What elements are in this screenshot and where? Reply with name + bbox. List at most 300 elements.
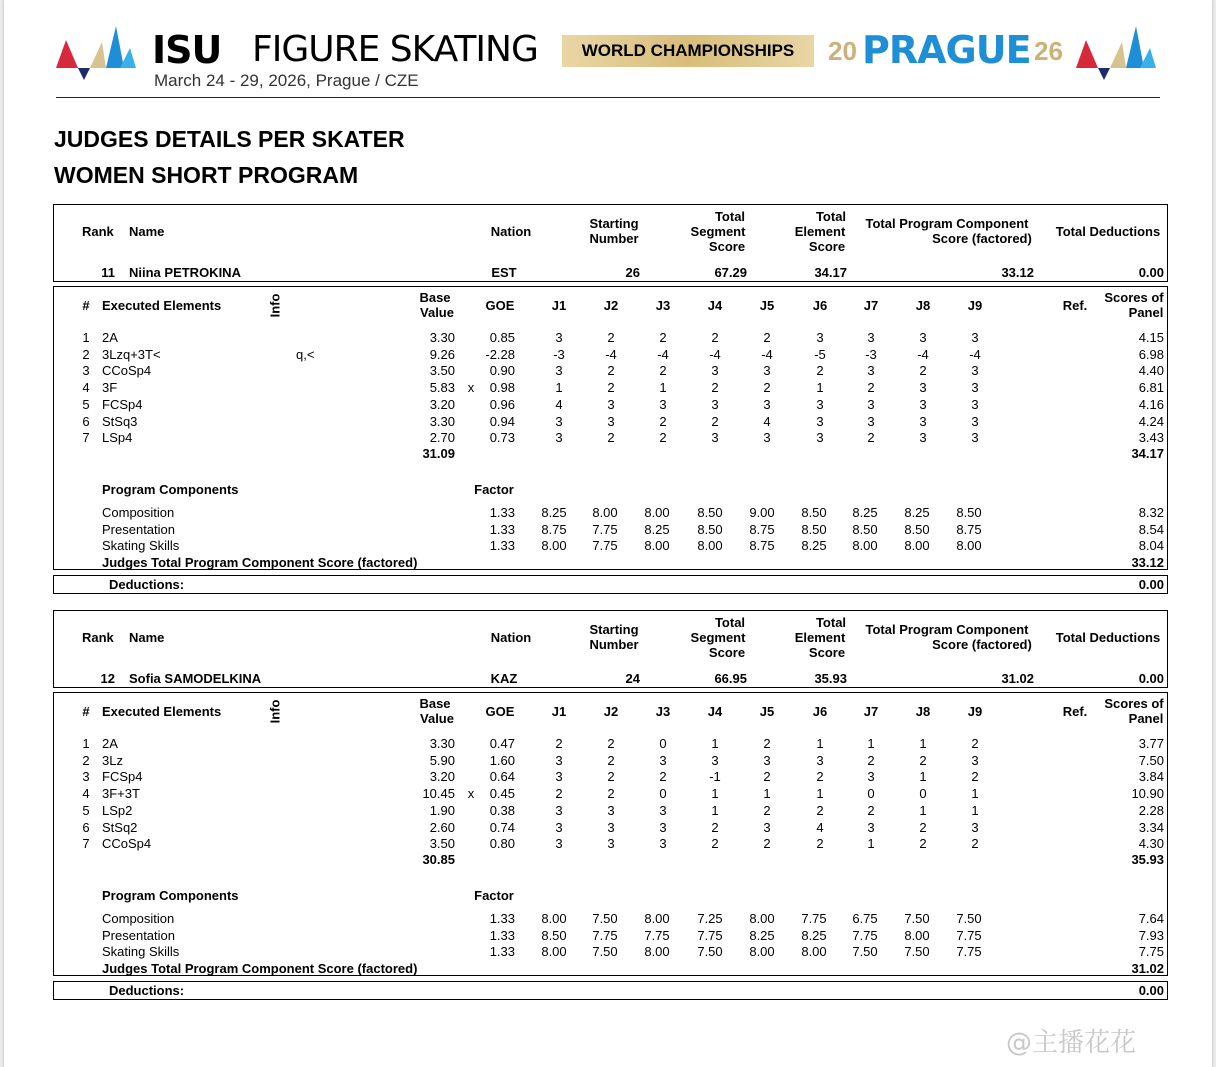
- info-header: Info: [267, 293, 283, 318]
- element-judge-score: 1: [659, 380, 667, 396]
- element-judge-score: 3: [555, 836, 563, 852]
- starting-number-header: Starting: [589, 216, 639, 231]
- element-goe: 0.47: [489, 736, 515, 751]
- element-judge-score: 3: [867, 363, 875, 379]
- tss-header: Score: [708, 239, 746, 254]
- element-panel-score: 10.90: [1131, 786, 1164, 802]
- element-judge-score: 3: [971, 396, 979, 412]
- element-goe: 0.85: [489, 330, 515, 345]
- element-panel-score: 3.84: [1138, 769, 1164, 785]
- num-header: #: [82, 704, 90, 719]
- element-base-value: 3.50: [429, 836, 455, 852]
- total-segment-score: 67.29: [714, 265, 747, 280]
- scores-of-panel-header: Scores of: [1104, 696, 1164, 711]
- element-base-value: 3.30: [429, 736, 455, 751]
- component-judge-score: 7.50: [592, 944, 618, 960]
- component-judge-score: 8.25: [801, 927, 827, 943]
- element-judge-score: 2: [711, 330, 719, 345]
- component-judge-score: 7.50: [697, 944, 723, 960]
- element-judge-score: 2: [919, 836, 927, 852]
- element-judge-score: 1: [555, 380, 563, 396]
- element-judge-score: 3: [919, 396, 927, 412]
- element-judge-score: 1: [867, 836, 875, 852]
- element-judge-score: 2: [711, 819, 719, 835]
- component-judge-score: 8.50: [852, 521, 878, 537]
- element-goe: 0.45: [489, 786, 515, 802]
- skater-rank: 12: [100, 671, 115, 686]
- element-judge-score: 3: [867, 769, 875, 785]
- element-code: 2A: [102, 330, 118, 345]
- element-judge-score: -5: [814, 346, 826, 362]
- element-base-value: 5.90: [429, 752, 455, 768]
- executed-elements-header: Executed Elements: [102, 704, 222, 719]
- element-base-value: 10.45: [422, 786, 455, 802]
- component-judge-score: 8.25: [801, 538, 827, 554]
- component-factor: 1.33: [489, 927, 515, 943]
- element-number: 2: [82, 346, 90, 362]
- ref-header: Ref.: [1062, 704, 1088, 719]
- element-judge-score: -1: [709, 769, 721, 785]
- element-judge-score: 2: [607, 430, 615, 446]
- element-base-value: 1.90: [429, 802, 455, 818]
- element-judge-score: 2: [763, 380, 771, 396]
- element-judge-score: 3: [555, 752, 563, 768]
- element-judge-score: 3: [971, 752, 979, 768]
- component-judge-score: 7.75: [592, 521, 618, 537]
- element-judge-score: 3: [607, 413, 615, 429]
- element-judge-score: 2: [919, 819, 927, 835]
- element-goe: 0.74: [489, 819, 515, 835]
- component-label: Composition: [102, 505, 175, 520]
- element-code: 3Lzq+3T<: [102, 346, 161, 362]
- element-judge-score: 3: [867, 819, 875, 835]
- component-judge-score: 8.50: [904, 521, 930, 537]
- program-components-heading: Program Components: [102, 482, 239, 497]
- element-goe: 1.60: [489, 752, 515, 768]
- info-header: Info: [267, 699, 283, 724]
- component-factor: 1.33: [489, 944, 515, 960]
- element-judge-score: 2: [555, 736, 563, 751]
- deductions-box: [53, 981, 1168, 1000]
- element-judge-score: 3: [555, 769, 563, 785]
- component-judge-score: 8.00: [904, 538, 930, 554]
- component-judge-score: 7.75: [697, 927, 723, 943]
- event-badge: WORLD CHAMPIONSHIPS: [562, 35, 814, 67]
- judge-header-6: J6: [812, 704, 828, 719]
- component-judge-score: 8.00: [644, 911, 670, 926]
- element-judge-score: 2: [867, 380, 875, 396]
- element-code: FCSp4: [102, 396, 143, 412]
- goe-header: GOE: [485, 298, 515, 313]
- element-judge-score: 0: [919, 786, 927, 802]
- scores-of-panel-header: Scores of: [1104, 290, 1164, 305]
- element-judge-score: -4: [969, 346, 981, 362]
- element-code: StSq2: [102, 819, 138, 835]
- element-judge-score: 2: [919, 363, 927, 379]
- judge-header-9: J9: [967, 704, 983, 719]
- element-judge-score: 3: [971, 380, 979, 396]
- tss-header: Segment: [690, 224, 746, 239]
- deductions-value: 0.00: [1138, 983, 1164, 998]
- total-segment-score: 66.95: [714, 671, 747, 686]
- element-judge-score: 3: [763, 396, 771, 412]
- name-header: Name: [129, 224, 165, 239]
- deductions-value: 0.00: [1138, 577, 1164, 592]
- segment-title: WOMEN SHORT PROGRAM: [54, 162, 359, 188]
- component-judge-score: 7.50: [956, 911, 982, 926]
- component-judge-score: 8.50: [956, 505, 982, 520]
- component-judge-score: 7.50: [904, 944, 930, 960]
- skater-starting-number: 26: [625, 265, 640, 280]
- element-judge-score: 3: [867, 413, 875, 429]
- element-judge-score: 2: [711, 380, 719, 396]
- total-element-score: 34.17: [814, 265, 847, 280]
- element-number: 7: [82, 430, 90, 446]
- element-panel-score: 6.81: [1138, 380, 1164, 396]
- component-judge-score: 8.25: [541, 505, 567, 520]
- element-number: 6: [82, 413, 90, 429]
- element-judge-score: 3: [659, 752, 667, 768]
- component-judge-score: 8.25: [852, 505, 878, 520]
- judge-header-8: J8: [915, 298, 931, 313]
- element-judge-score: 1: [763, 786, 771, 802]
- skater-name: Niina PETROKINA: [129, 265, 241, 280]
- element-code: LSp4: [102, 430, 133, 446]
- element-judge-score: 2: [659, 363, 667, 379]
- tss-header: Score: [708, 645, 746, 660]
- element-judge-score: -4: [605, 346, 617, 362]
- element-judge-score: 1: [919, 769, 927, 785]
- element-judge-score: 0: [659, 736, 667, 751]
- element-goe: 0.80: [489, 836, 515, 852]
- total-element-score: 35.93: [814, 671, 847, 686]
- element-judge-score: 2: [763, 802, 771, 818]
- judge-header-5: J5: [759, 704, 775, 719]
- element-base-value: 9.26: [429, 346, 455, 362]
- element-judge-score: 2: [763, 836, 771, 852]
- total-program-component-score: 31.02: [1001, 671, 1034, 686]
- component-judge-score: 8.25: [904, 505, 930, 520]
- rank-header: Rank: [82, 630, 114, 645]
- nation-header: Nation: [490, 630, 532, 645]
- element-judge-score: 3: [971, 363, 979, 379]
- component-judge-score: 8.00: [644, 944, 670, 960]
- component-judge-score: 7.75: [956, 927, 982, 943]
- element-judge-score: 1: [867, 736, 875, 751]
- component-factor: 1.33: [489, 911, 515, 926]
- judge-header-8: J8: [915, 704, 931, 719]
- num-header: #: [82, 298, 90, 313]
- element-judge-score: 3: [971, 330, 979, 345]
- score-sheet-page: [4, 0, 1212, 1067]
- deductions-label: Deductions:: [109, 983, 185, 998]
- element-judge-score: 2: [711, 836, 719, 852]
- judge-header-3: J3: [655, 704, 671, 719]
- component-judge-score: 7.75: [852, 927, 878, 943]
- element-judge-score: 3: [816, 330, 824, 345]
- component-judge-score: 8.75: [541, 521, 567, 537]
- element-judge-score: 3: [607, 819, 615, 835]
- element-number: 1: [82, 736, 90, 751]
- starting-number-header: Number: [589, 637, 639, 652]
- component-judge-score: 7.25: [697, 911, 723, 926]
- factor-heading: Factor: [474, 888, 514, 903]
- component-judge-score: 7.50: [592, 911, 618, 926]
- element-judge-score: 3: [607, 396, 615, 412]
- judge-header-6: J6: [812, 298, 828, 313]
- component-judge-score: 8.00: [541, 944, 567, 960]
- judge-header-1: J1: [551, 704, 567, 719]
- element-number: 3: [82, 363, 90, 379]
- element-judge-score: 3: [919, 330, 927, 345]
- element-judge-score: -4: [657, 346, 669, 362]
- element-bonus-marker: x: [467, 380, 475, 396]
- element-base-value: 3.20: [429, 769, 455, 785]
- element-judge-score: 3: [867, 330, 875, 345]
- element-judge-score: 2: [659, 769, 667, 785]
- element-judge-score: 2: [919, 752, 927, 768]
- component-label: Skating Skills: [102, 538, 180, 554]
- ref-header: Ref.: [1062, 298, 1088, 313]
- element-code: FCSp4: [102, 769, 143, 785]
- element-judge-score: 3: [816, 396, 824, 412]
- element-judge-score: 3: [867, 396, 875, 412]
- element-judge-score: 2: [659, 330, 667, 345]
- component-judge-score: 8.75: [749, 521, 775, 537]
- element-judge-score: 3: [555, 430, 563, 446]
- element-judge-score: 3: [607, 802, 615, 818]
- element-judge-score: 3: [816, 413, 824, 429]
- skater-nation: EST: [491, 265, 517, 280]
- deductions-label: Deductions:: [109, 577, 185, 592]
- element-number: 3: [82, 769, 90, 785]
- element-judge-score: 3: [555, 363, 563, 379]
- component-judge-score: 8.00: [644, 538, 670, 554]
- component-judge-score: 8.00: [644, 505, 670, 520]
- component-judge-score: 8.50: [801, 505, 827, 520]
- component-judge-score: 8.25: [644, 521, 670, 537]
- element-base-value: 3.30: [429, 330, 455, 345]
- element-judge-score: 3: [659, 396, 667, 412]
- component-judge-score: 7.75: [592, 538, 618, 554]
- element-judge-score: 3: [659, 819, 667, 835]
- component-judge-score: 7.50: [852, 944, 878, 960]
- element-panel-score: 6.98: [1138, 346, 1164, 362]
- element-judge-score: 3: [711, 430, 719, 446]
- skater-rank: 11: [101, 265, 115, 280]
- element-judge-score: 3: [919, 413, 927, 429]
- element-number: 4: [82, 380, 90, 396]
- element-number: 5: [82, 802, 90, 818]
- component-panel-score: 7.75: [1138, 944, 1164, 960]
- element-judge-score: 3: [763, 752, 771, 768]
- panel-score-total: 35.93: [1131, 852, 1164, 867]
- judge-header-5: J5: [759, 298, 775, 313]
- tes-header: Element: [794, 224, 846, 239]
- element-base-value: 3.50: [429, 363, 455, 379]
- component-judge-score: 8.00: [541, 911, 567, 926]
- element-judge-score: 0: [867, 786, 875, 802]
- element-judge-score: 3: [971, 819, 979, 835]
- element-code: CCoSp4: [102, 836, 152, 852]
- judge-header-2: J2: [603, 704, 619, 719]
- component-label: Composition: [102, 911, 175, 926]
- component-judge-score: 8.50: [697, 521, 723, 537]
- executed-elements-header: Executed Elements: [102, 298, 222, 313]
- component-panel-score: 8.54: [1138, 521, 1164, 537]
- watermark: @主播花花: [1006, 1028, 1137, 1058]
- element-judge-score: 3: [763, 363, 771, 379]
- element-judge-score: 3: [971, 413, 979, 429]
- element-goe: 0.73: [489, 430, 515, 446]
- component-judge-score: 7.75: [801, 911, 827, 926]
- judges-total-pcs-value: 33.12: [1131, 555, 1164, 570]
- pcs-header: Score (factored): [932, 231, 1032, 246]
- judge-header-9: J9: [967, 298, 983, 313]
- element-judge-score: 2: [711, 413, 719, 429]
- element-judge-score: 2: [971, 769, 979, 785]
- element-judge-score: 3: [711, 752, 719, 768]
- element-code: StSq3: [102, 413, 138, 429]
- element-base-value: 3.30: [429, 413, 455, 429]
- name-header: Name: [129, 630, 165, 645]
- element-number: 2: [82, 752, 90, 768]
- pcs-header: Score (factored): [932, 637, 1032, 652]
- element-panel-score: 3.77: [1138, 736, 1164, 751]
- element-judge-score: 4: [555, 396, 563, 412]
- judges-total-pcs-label: Judges Total Program Component Score (factored): [102, 555, 418, 570]
- element-base-value: 2.70: [429, 430, 455, 446]
- element-panel-score: 3.43: [1138, 430, 1164, 446]
- element-judge-score: 2: [763, 736, 771, 751]
- component-judge-score: 8.50: [697, 505, 723, 520]
- base-value-header: Value: [420, 711, 454, 726]
- element-code: 2A: [102, 736, 118, 751]
- element-goe: 0.94: [489, 413, 515, 429]
- element-judge-score: 2: [971, 736, 979, 751]
- component-factor: 1.33: [489, 521, 515, 537]
- element-goe: 0.38: [489, 802, 515, 818]
- element-judge-score: 2: [607, 786, 615, 802]
- element-judge-score: 4: [816, 819, 824, 835]
- element-judge-score: 2: [816, 769, 824, 785]
- base-value-total: 31.09: [422, 446, 455, 461]
- element-panel-score: 4.40: [1138, 363, 1164, 379]
- element-judge-score: 4: [763, 413, 771, 429]
- element-code: 3F: [102, 380, 118, 396]
- element-judge-score: -4: [709, 346, 721, 362]
- element-judge-score: -3: [553, 346, 565, 362]
- component-panel-score: 8.32: [1138, 505, 1164, 520]
- element-judge-score: 3: [919, 430, 927, 446]
- element-number: 1: [82, 330, 90, 345]
- element-code: CCoSp4: [102, 363, 152, 379]
- element-judge-score: -3: [865, 346, 877, 362]
- component-judge-score: 8.00: [592, 505, 618, 520]
- element-number: 7: [82, 836, 90, 852]
- element-judge-score: 2: [555, 786, 563, 802]
- element-number: 6: [82, 819, 90, 835]
- element-judge-score: 0: [659, 786, 667, 802]
- deductions-header: Total Deductions: [1055, 224, 1161, 239]
- element-number: 4: [82, 786, 90, 802]
- element-judge-score: 2: [763, 330, 771, 345]
- base-value-header: Base: [419, 696, 451, 711]
- header-divider: [56, 97, 1160, 98]
- component-panel-score: 8.04: [1138, 538, 1164, 554]
- judge-header-7: J7: [863, 298, 879, 313]
- element-judge-score: 2: [816, 802, 824, 818]
- element-panel-score: 4.24: [1138, 413, 1164, 429]
- component-factor: 1.33: [489, 505, 515, 520]
- element-base-value: 5.83: [429, 380, 455, 396]
- element-panel-score: 7.50: [1138, 752, 1164, 768]
- element-goe: 0.90: [489, 363, 515, 379]
- skater-starting-number: 24: [625, 671, 640, 686]
- component-judge-score: 8.00: [852, 538, 878, 554]
- starting-number-header: Starting: [589, 622, 639, 637]
- year-left: 20: [828, 36, 857, 66]
- panel-score-total: 34.17: [1131, 446, 1164, 461]
- element-base-value: 3.20: [429, 396, 455, 412]
- component-judge-score: 8.75: [749, 538, 775, 554]
- element-judge-score: 2: [607, 380, 615, 396]
- component-judge-score: 8.75: [956, 521, 982, 537]
- element-judge-score: 3: [607, 836, 615, 852]
- base-value-header: Base: [419, 290, 451, 305]
- component-label: Skating Skills: [102, 944, 180, 960]
- element-number: 5: [82, 396, 90, 412]
- tss-header: Total: [714, 209, 746, 224]
- element-judge-score: 3: [816, 430, 824, 446]
- element-judge-score: 2: [607, 769, 615, 785]
- nation-header: Nation: [490, 224, 532, 239]
- total-deductions: 0.00: [1138, 671, 1164, 686]
- element-judge-score: 1: [711, 802, 719, 818]
- element-judge-score: 3: [971, 430, 979, 446]
- base-value-total: 30.85: [422, 852, 455, 867]
- skater-nation: KAZ: [490, 671, 518, 686]
- judges-total-pcs-label: Judges Total Program Component Score (factored): [102, 961, 418, 976]
- element-judge-score: 3: [555, 413, 563, 429]
- base-value-header: Value: [420, 305, 454, 320]
- element-goe: 0.98: [489, 380, 515, 396]
- event-dates: March 24 - 29, 2026, Prague / CZE: [154, 71, 419, 90]
- tss-header: Total: [714, 615, 746, 630]
- factor-heading: Factor: [474, 482, 514, 497]
- element-judge-score: 3: [763, 819, 771, 835]
- element-judge-score: 3: [816, 752, 824, 768]
- isu-wordmark: ISU: [152, 28, 222, 72]
- element-judge-score: 3: [711, 363, 719, 379]
- element-code: LSp2: [102, 802, 133, 818]
- element-judge-score: 1: [919, 736, 927, 751]
- discipline-title: FIGURE SKATING: [252, 29, 538, 70]
- element-judge-score: 2: [816, 363, 824, 379]
- element-judge-score: -4: [917, 346, 929, 362]
- element-judge-score: -4: [761, 346, 773, 362]
- goe-header: GOE: [485, 704, 515, 719]
- element-judge-score: 2: [607, 752, 615, 768]
- scores-of-panel-header: Panel: [1128, 305, 1164, 320]
- component-judge-score: 8.00: [749, 911, 775, 926]
- tss-header: Segment: [690, 630, 746, 645]
- element-judge-score: 1: [919, 802, 927, 818]
- tes-header: Total: [815, 209, 847, 224]
- element-judge-score: 3: [555, 802, 563, 818]
- component-judge-score: 9.00: [749, 505, 775, 520]
- component-judge-score: 7.75: [644, 927, 670, 943]
